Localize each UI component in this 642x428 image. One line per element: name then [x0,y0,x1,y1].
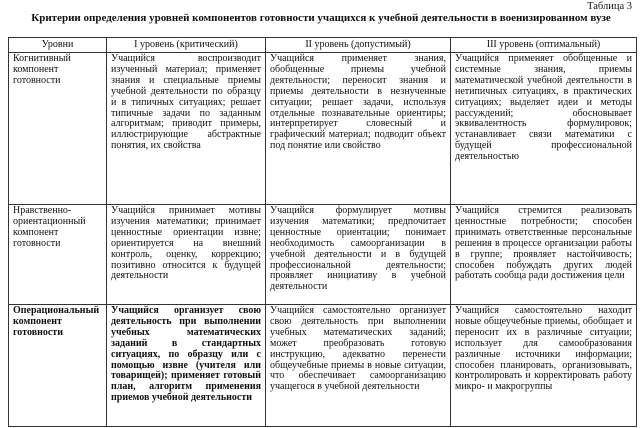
component-cell [9,53,107,205]
component-name: Нравственно-ориентационный компонент готовности [13,205,86,249]
table-row [9,53,637,205]
header-level-1: I уровень (критический) [107,38,266,53]
component-cell [9,205,107,305]
level-3-cell [451,305,637,427]
level-1-cell [107,53,266,205]
table-number: Таблица 3 [587,1,632,12]
level-1-text: Учащийся воспроизводит изученный материал; применяет знания и специальные приемы учебной деятельности по образцу и в типичных ситуациях; решает типичные задачи по заданным алгоритмам; приводит примеры, иллюстрирующие абстрактные понятия, их свойства [111,53,261,152]
level-1-text: Учащийся принимает мотивы изучения математики; принимает ценностные ориентации извне; ориентируется на внешний контроль, оценку, коррекцию; позитивно относится к будущей деятельности [111,205,261,282]
level-3-cell [451,53,637,205]
table-row [9,205,637,305]
level-1-text: Учащийся организует свою деятельность при выполнении учебных математических заданий в стандартных ситуациях, по образцу или с помощью извне (учителя или товарищей); применяет готовый план, алгоритм применения приемов учебной деятельности [111,305,261,404]
header-level-2: II уровень (допустимый) [266,38,451,53]
table-header-row [9,38,637,53]
level-2-cell [266,205,451,305]
component-name: Операциональный компонент готовности [13,305,100,338]
level-3-cell [451,205,637,305]
level-3-text: Учащийся применяет обобщенные и системные знания, приемы математической учебной деятельности в нетипичных ситуациях, в практических ситуациях; выделяет идеи и методы рассуждений; обосновывает эквивалентность формулировок; устанавливает связи математики с будущей профессиональной деятельностью [455,53,632,163]
level-2-text: Учащийся формулирует мотивы изучения математики; предпочитает ценностные ориентации; понимает необходимость самоорганизации в учебной деятельности и в будущей профессиональной деятельности; проявляет инициативу в учебной деятельности [270,205,446,293]
level-2-text: Учащийся применяет знания, обобщенные приемы учебной деятельности; переносит знания и приемы деятельности в незнученные ситуации; решает задачи, используя отдельные познавательные ориентиры; интерпретирует словесный и графический материал; подводит объект под понятие или свойство [270,53,446,152]
level-3-text: Учащийся стремится реализовать ценностные потребности; способен принимать ответственные персональные решения в процессе организации работы в группе; проявляет настойчивость; способен побуждать других людей работать сообща ради достижения цели [455,205,632,282]
table-title: Критерии определения уровней компонентов готовности учащихся к учебной деятельности в военизированном вузе [31,12,611,24]
level-2-cell [266,53,451,205]
level-2-text: Учащийся самостоятельно организует свою деятельность при выполнении учебных математических заданий; может преобразовать готовую инструкцию, адекватно перенести общеучебные приемы в новые ситуации, что обеспечивает самоорганизацию учащегося в учебной деятельности [270,305,446,393]
header-level-3: III уровень (оптимальный) [451,38,637,53]
level-2-cell [266,305,451,427]
table-row [9,305,637,427]
level-3-text: Учащийся самостоятельно находит новые общеучебные приемы, обобщает и переносит их в различные ситуации; использует для самообразования различные источники информации; способен планировать, организовывать, контролировать и корректировать работу микро- и макрогруппы [455,305,632,393]
level-1-cell [107,305,266,427]
header-levels: Уровни [9,38,107,53]
criteria-table [8,37,637,427]
component-name: Когнитивный компонент готовности [13,53,71,86]
component-cell [9,305,107,427]
level-1-cell [107,205,266,305]
